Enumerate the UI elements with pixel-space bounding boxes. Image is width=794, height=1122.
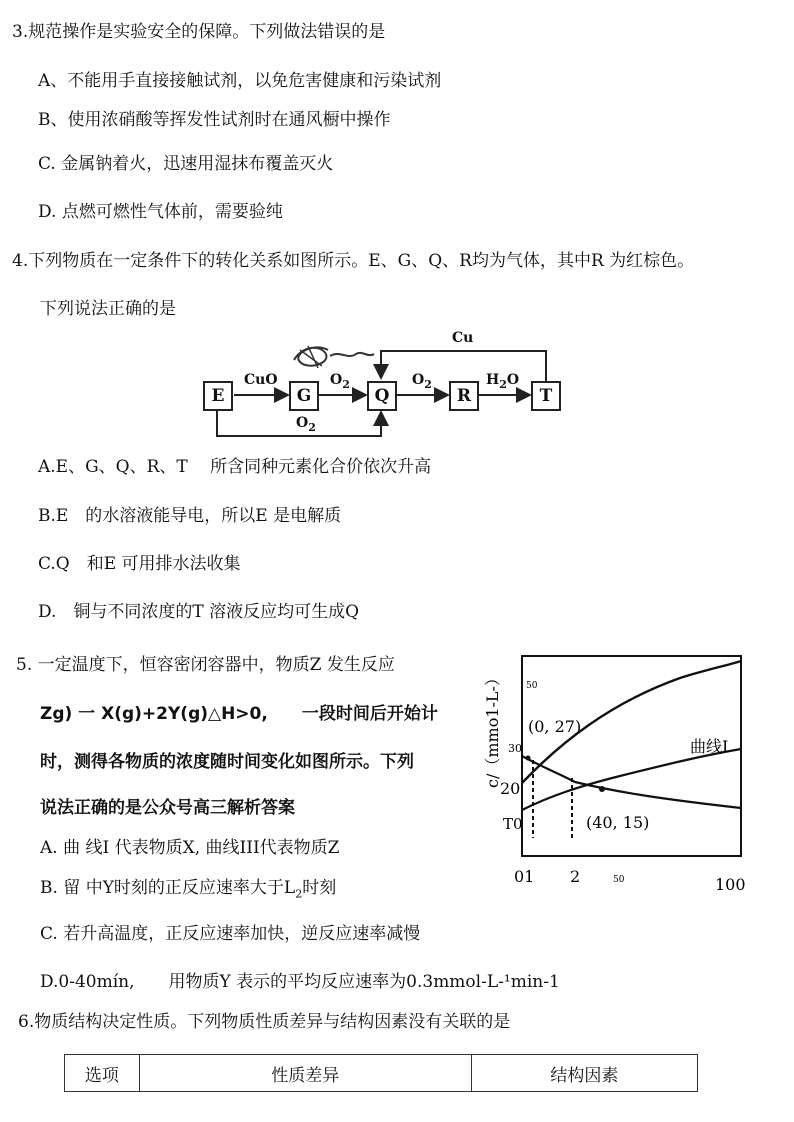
q5-line1: 5. 一定温度下，恒容密闭容器中，物质Z 发生反应 <box>16 655 395 675</box>
q3-option-a: A、不能用手直接接触试剂，以免危害健康和污染试剂 <box>38 71 442 91</box>
q4-stem-line2: 下列说法正确的是 <box>40 299 176 319</box>
label-e-to-q: $O_2$ <box>296 415 316 434</box>
conversion-diagram <box>190 320 570 445</box>
curve-two <box>522 749 741 810</box>
label-e-to-g: CuO <box>244 372 278 388</box>
q3-stem: 3.规范操作是实验安全的保障。下列做法错误的是 <box>12 22 386 42</box>
q5-option-b: B. 留 中Y时刻的正反应速率大于$L_2$时刻 <box>40 878 337 901</box>
x-tick-100: 100 <box>715 875 746 894</box>
curve-three <box>522 756 741 808</box>
y-axis-label: c/（mmo1-L-） <box>483 670 502 788</box>
x-tick-50: 50 <box>613 875 625 885</box>
q5-line3: 时，测得各物质的浓度随时间变化如图所示。下列 <box>40 752 414 772</box>
node-r: R <box>449 381 479 411</box>
q6-table <box>64 1054 698 1092</box>
q5-line4: 说法正确的是公众号高三解析答案 <box>40 798 295 818</box>
header-structure-factor: 结构因素 <box>471 1055 697 1092</box>
point-marker-a <box>526 756 531 761</box>
node-g: G <box>289 381 319 411</box>
header-property-diff: 性质差异 <box>139 1055 471 1092</box>
concentration-graph <box>470 648 770 898</box>
q4-option-d: D. 铜与不同浓度的T 溶液反应均可生成Q <box>38 602 360 622</box>
t0-label: T0 <box>503 815 523 833</box>
curve-label: 曲线I <box>690 737 729 756</box>
q3-option-b: B、使用浓硝酸等挥发性试剂时在通风橱中操作 <box>38 110 391 130</box>
label-t-to-q: Cu <box>452 330 474 346</box>
q6-stem: 6.物质结构决定性质。下列物质性质差异与结构因素没有关联的是 <box>18 1012 511 1032</box>
q5-line2: Zg) 一 X(g)+2Y(g)△H>0, 一段时间后开始计 <box>40 704 438 724</box>
node-q: Q <box>367 381 397 411</box>
point-marker-b <box>599 786 605 792</box>
q4-stem-line1: 4.下列物质在一定条件下的转化关系如图所示。E、G、Q、R均为气体，其中R 为红棕色。 <box>12 251 695 271</box>
q3-option-d: D. 点燃可燃性气体前，需要验纯 <box>38 202 283 222</box>
tick-50: 50 <box>526 681 538 691</box>
x-tick-01: 01 <box>514 867 535 886</box>
q5-option-d: D.0-40mín, 用物质Y 表示的平均反应速率为0.3mmol-L-¹min-1 <box>40 972 560 992</box>
node-t: T <box>531 381 561 411</box>
q5-option-c: C. 若升高温度，正反应速率加快，逆反应速率减慢 <box>40 924 421 944</box>
q4-option-a: A.E、G、Q、R、T 所含同种元素化合价依次升高 <box>38 457 432 477</box>
point-b-label: (40, 15) <box>586 813 650 832</box>
q4-option-c: C.Q 和E 可用排水法收集 <box>38 554 241 574</box>
q4-option-b: B.E 的水溶液能导电，所以E 是电解质 <box>38 506 342 526</box>
label-r-to-t: $H_2O$ <box>486 372 520 391</box>
x-tick-2: 2 <box>570 867 581 886</box>
tick-30: 30 <box>508 742 522 755</box>
label-q-to-r: $O_2$ <box>412 372 432 391</box>
q3-option-c: C. 金属钠着火，迅速用湿抹布覆盖灭火 <box>38 154 334 174</box>
point-a-label: (0, 27) <box>528 717 582 736</box>
node-e: E <box>203 381 233 411</box>
label-g-to-q: $O_2$ <box>330 372 350 391</box>
header-option: 选项 <box>65 1055 140 1092</box>
q5-option-a: A. 曲 线I 代表物质X, 曲线III代表物质Z <box>40 838 340 858</box>
table-header-row <box>65 1055 698 1092</box>
tick-20: 20 <box>500 779 521 798</box>
